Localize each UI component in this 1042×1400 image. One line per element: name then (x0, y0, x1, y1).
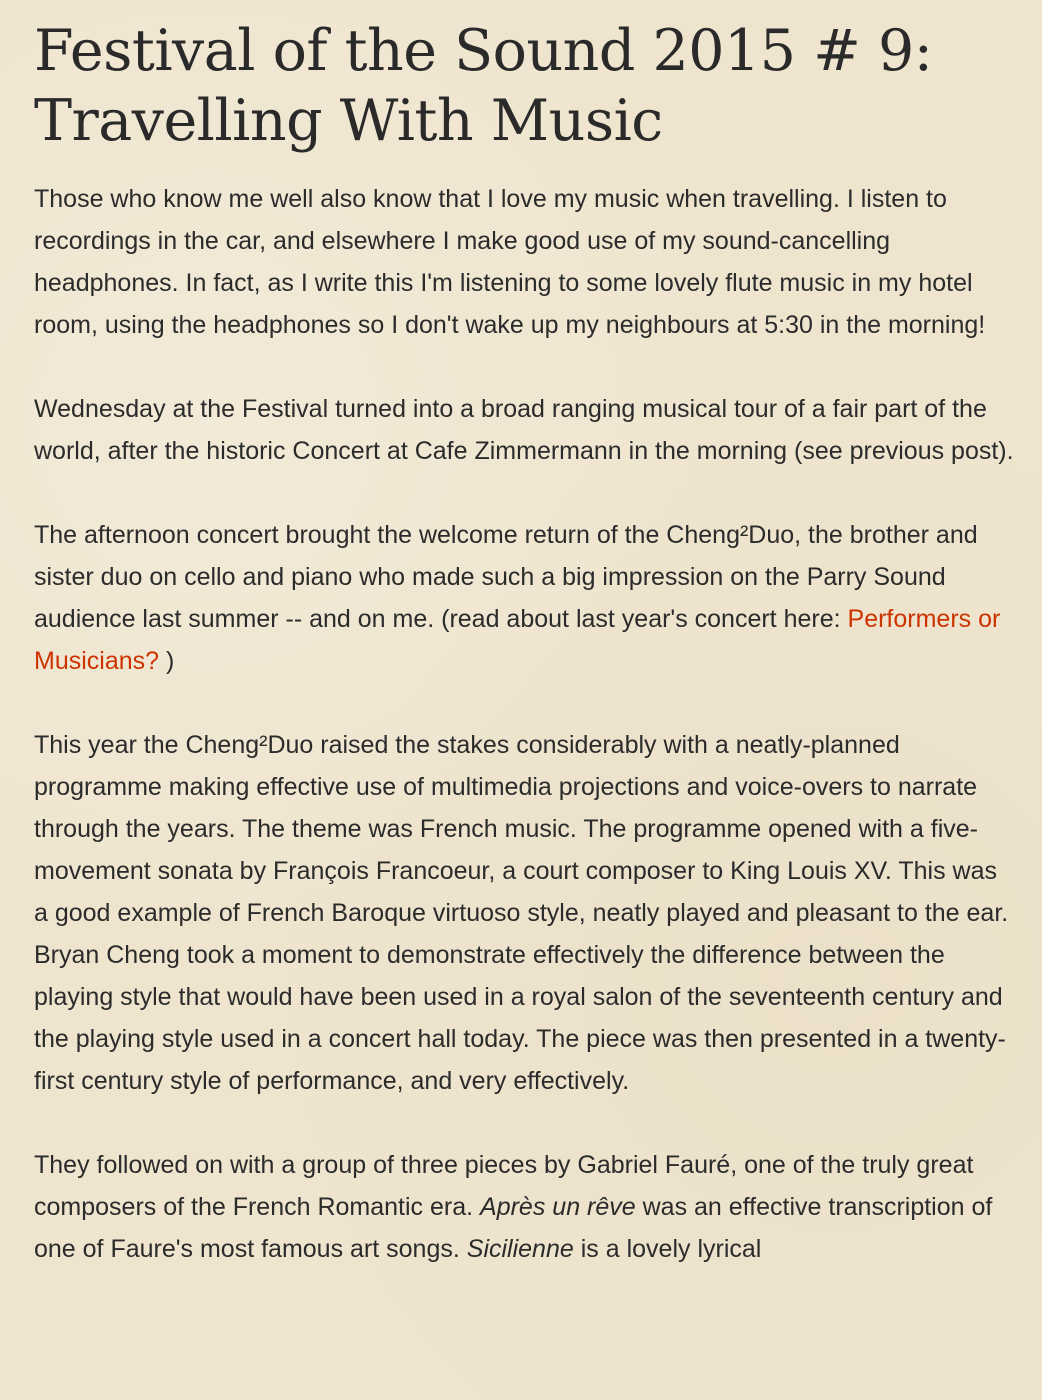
post-title: Festival of the Sound 2015 # 9: Travelling With Music (34, 18, 933, 154)
sicilienne-title: Sicilienne (466, 1235, 574, 1263)
paragraph-programme: This year the Cheng²Duo raised the stakes considerably with a neatly-planned programme making effective use of multimedia projections and voice-overs to narrate through the years. The theme was French music. The programme opened with a five-movement sonata by François Francoeur, a court composer to King Louis XV. This was a good example of French Baroque virtuoso style, neatly played and pleasant to the ear. Bryan Cheng took a moment to demonstrate effectively the difference between the playing style that would have been used in a royal salon of the seventeenth century and the playing style used in a concert hall today. The piece was then presented in a twenty-first century style of performance, and very effectively. (34, 731, 1009, 1095)
paragraph-wednesday: Wednesday at the Festival turned into a broad ranging musical tour of a fair part of the world, after the historic Concert at Cafe Zimmermann in the morning (see previous post). (34, 395, 1014, 465)
performers-or-musicians-link[interactable]: Performers or Musicians? (34, 605, 1001, 675)
apres-un-reve-title: Après un rêve (480, 1193, 636, 1221)
paragraph-afternoon-close: ) (159, 647, 175, 675)
faure-text-a: They followed on with a group of three pieces by Gabriel Fauré, one of the truly great composers of the French Romantic era. (34, 1151, 974, 1221)
paragraph-afternoon-text: The afternoon concert brought the welcome return of the Cheng²Duo, the brother and sister duo on cello and piano who made such a big impression on the Parry Sound audience last summer -- and on me. (read about last year's concert here: (34, 521, 978, 633)
post-body (34, 178, 1014, 1270)
paragraph-afternoon-concert (34, 514, 1014, 682)
paragraph-faure (34, 1144, 1014, 1270)
paragraph-intro: Those who know me well also know that I love my music when travelling. I listen to recordings in the car, and elsewhere I make good use of my sound-cancelling headphones. In fact, as I write this I'm listening to some lovely flute music in my hotel room, using the headphones so I don't wake up my neighbours at 5:30 in the morning! (34, 185, 986, 339)
faure-text-c: is a lovely lyrical (573, 1235, 762, 1263)
faure-text-b: was an effective transcription of one of Faure's most famous art songs. (34, 1193, 993, 1263)
blog-post (34, 16, 1014, 1312)
